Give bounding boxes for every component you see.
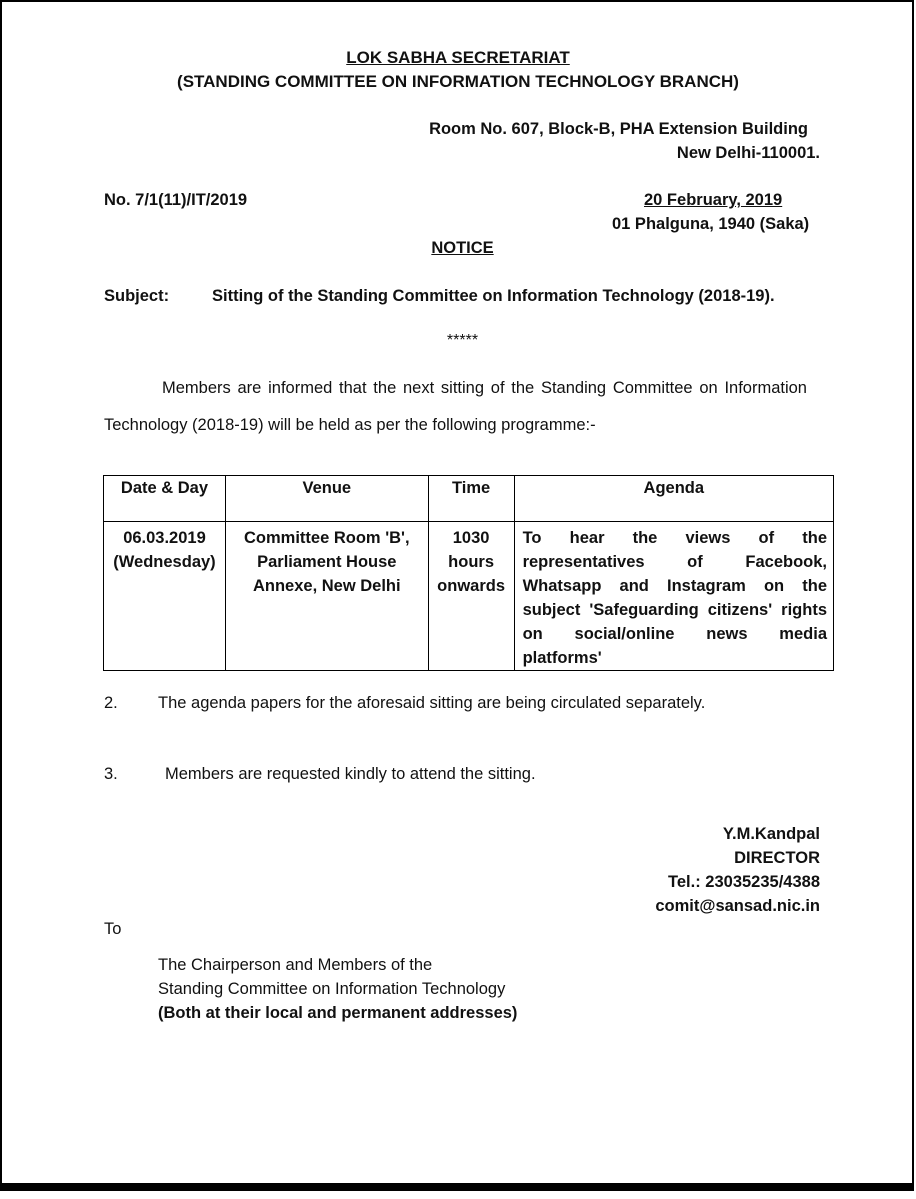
signatory-name: Y.M.Kandpal xyxy=(722,825,820,843)
cell-agenda xyxy=(514,522,833,671)
notice-date: 20 February, 2019 xyxy=(644,191,783,209)
separator: ***** xyxy=(446,332,479,349)
sitting-day: (Wednesday) xyxy=(113,553,216,571)
header-date: Date & Day xyxy=(104,476,226,522)
table-header-row xyxy=(104,476,834,522)
recipient-line-3: (Both at their local and permanent addresses) xyxy=(158,1004,518,1022)
subject-label: Subject: xyxy=(104,287,170,305)
paragraph-2-text: The agenda papers for the aforesaid sitting are being circulated separately. xyxy=(158,694,706,712)
paragraph-3-text: Members are requested kindly to attend the sitting. xyxy=(165,765,536,783)
org-heading: LOK SABHA SECRETARIAT xyxy=(346,48,570,67)
paragraph-2-number: 2. xyxy=(104,694,118,712)
branch-heading: (STANDING COMMITTEE ON INFORMATION TECHNOLOGY BRANCH) xyxy=(177,72,739,91)
intro-paragraph: Members are informed that the next sitting of the Standing Committee on Information Technology (2018-19) will be held as per the following programme:- xyxy=(104,379,807,434)
address-line-1: Room No. 607, Block-B, PHA Extension Building xyxy=(429,120,808,138)
sitting-date: 06.03.2019 xyxy=(123,529,206,547)
signatory-tel: Tel.: 23035235/4388 xyxy=(668,873,820,891)
cell-venue: Committee Room 'B', Parliament House Annexe, New Delhi xyxy=(225,522,428,671)
cell-date xyxy=(104,522,226,671)
notice-title: NOTICE xyxy=(431,239,494,257)
header-time: Time xyxy=(428,476,514,522)
signatory-designation: DIRECTOR xyxy=(734,849,820,867)
table-row xyxy=(104,522,834,671)
recipient-line-1: The Chairperson and Members of the xyxy=(158,956,433,974)
recipient-line-2: Standing Committee on Information Technology xyxy=(158,980,506,998)
programme-table xyxy=(103,475,834,671)
address-line-2: New Delhi-110001. xyxy=(676,144,820,162)
signatory-email: comit@sansad.nic.in xyxy=(655,897,820,915)
paragraph-3-number: 3. xyxy=(104,765,118,783)
cell-time: 1030 hours onwards xyxy=(428,522,514,671)
header-agenda: Agenda xyxy=(514,476,833,522)
saka-date: 01 Phalguna, 1940 (Saka) xyxy=(612,215,810,233)
recipient-to: To xyxy=(104,920,122,938)
subject-text: Sitting of the Standing Committee on Information Technology (2018-19). xyxy=(212,287,775,305)
file-number: No. 7/1(11)/IT/2019 xyxy=(104,191,248,209)
agenda-text: To hear the views of the representatives of Facebook, Whatsapp and Instagram on the subject 'Safeguarding citizens' rights on social/online news media platforms' xyxy=(522,529,827,667)
header-venue: Venue xyxy=(225,476,428,522)
